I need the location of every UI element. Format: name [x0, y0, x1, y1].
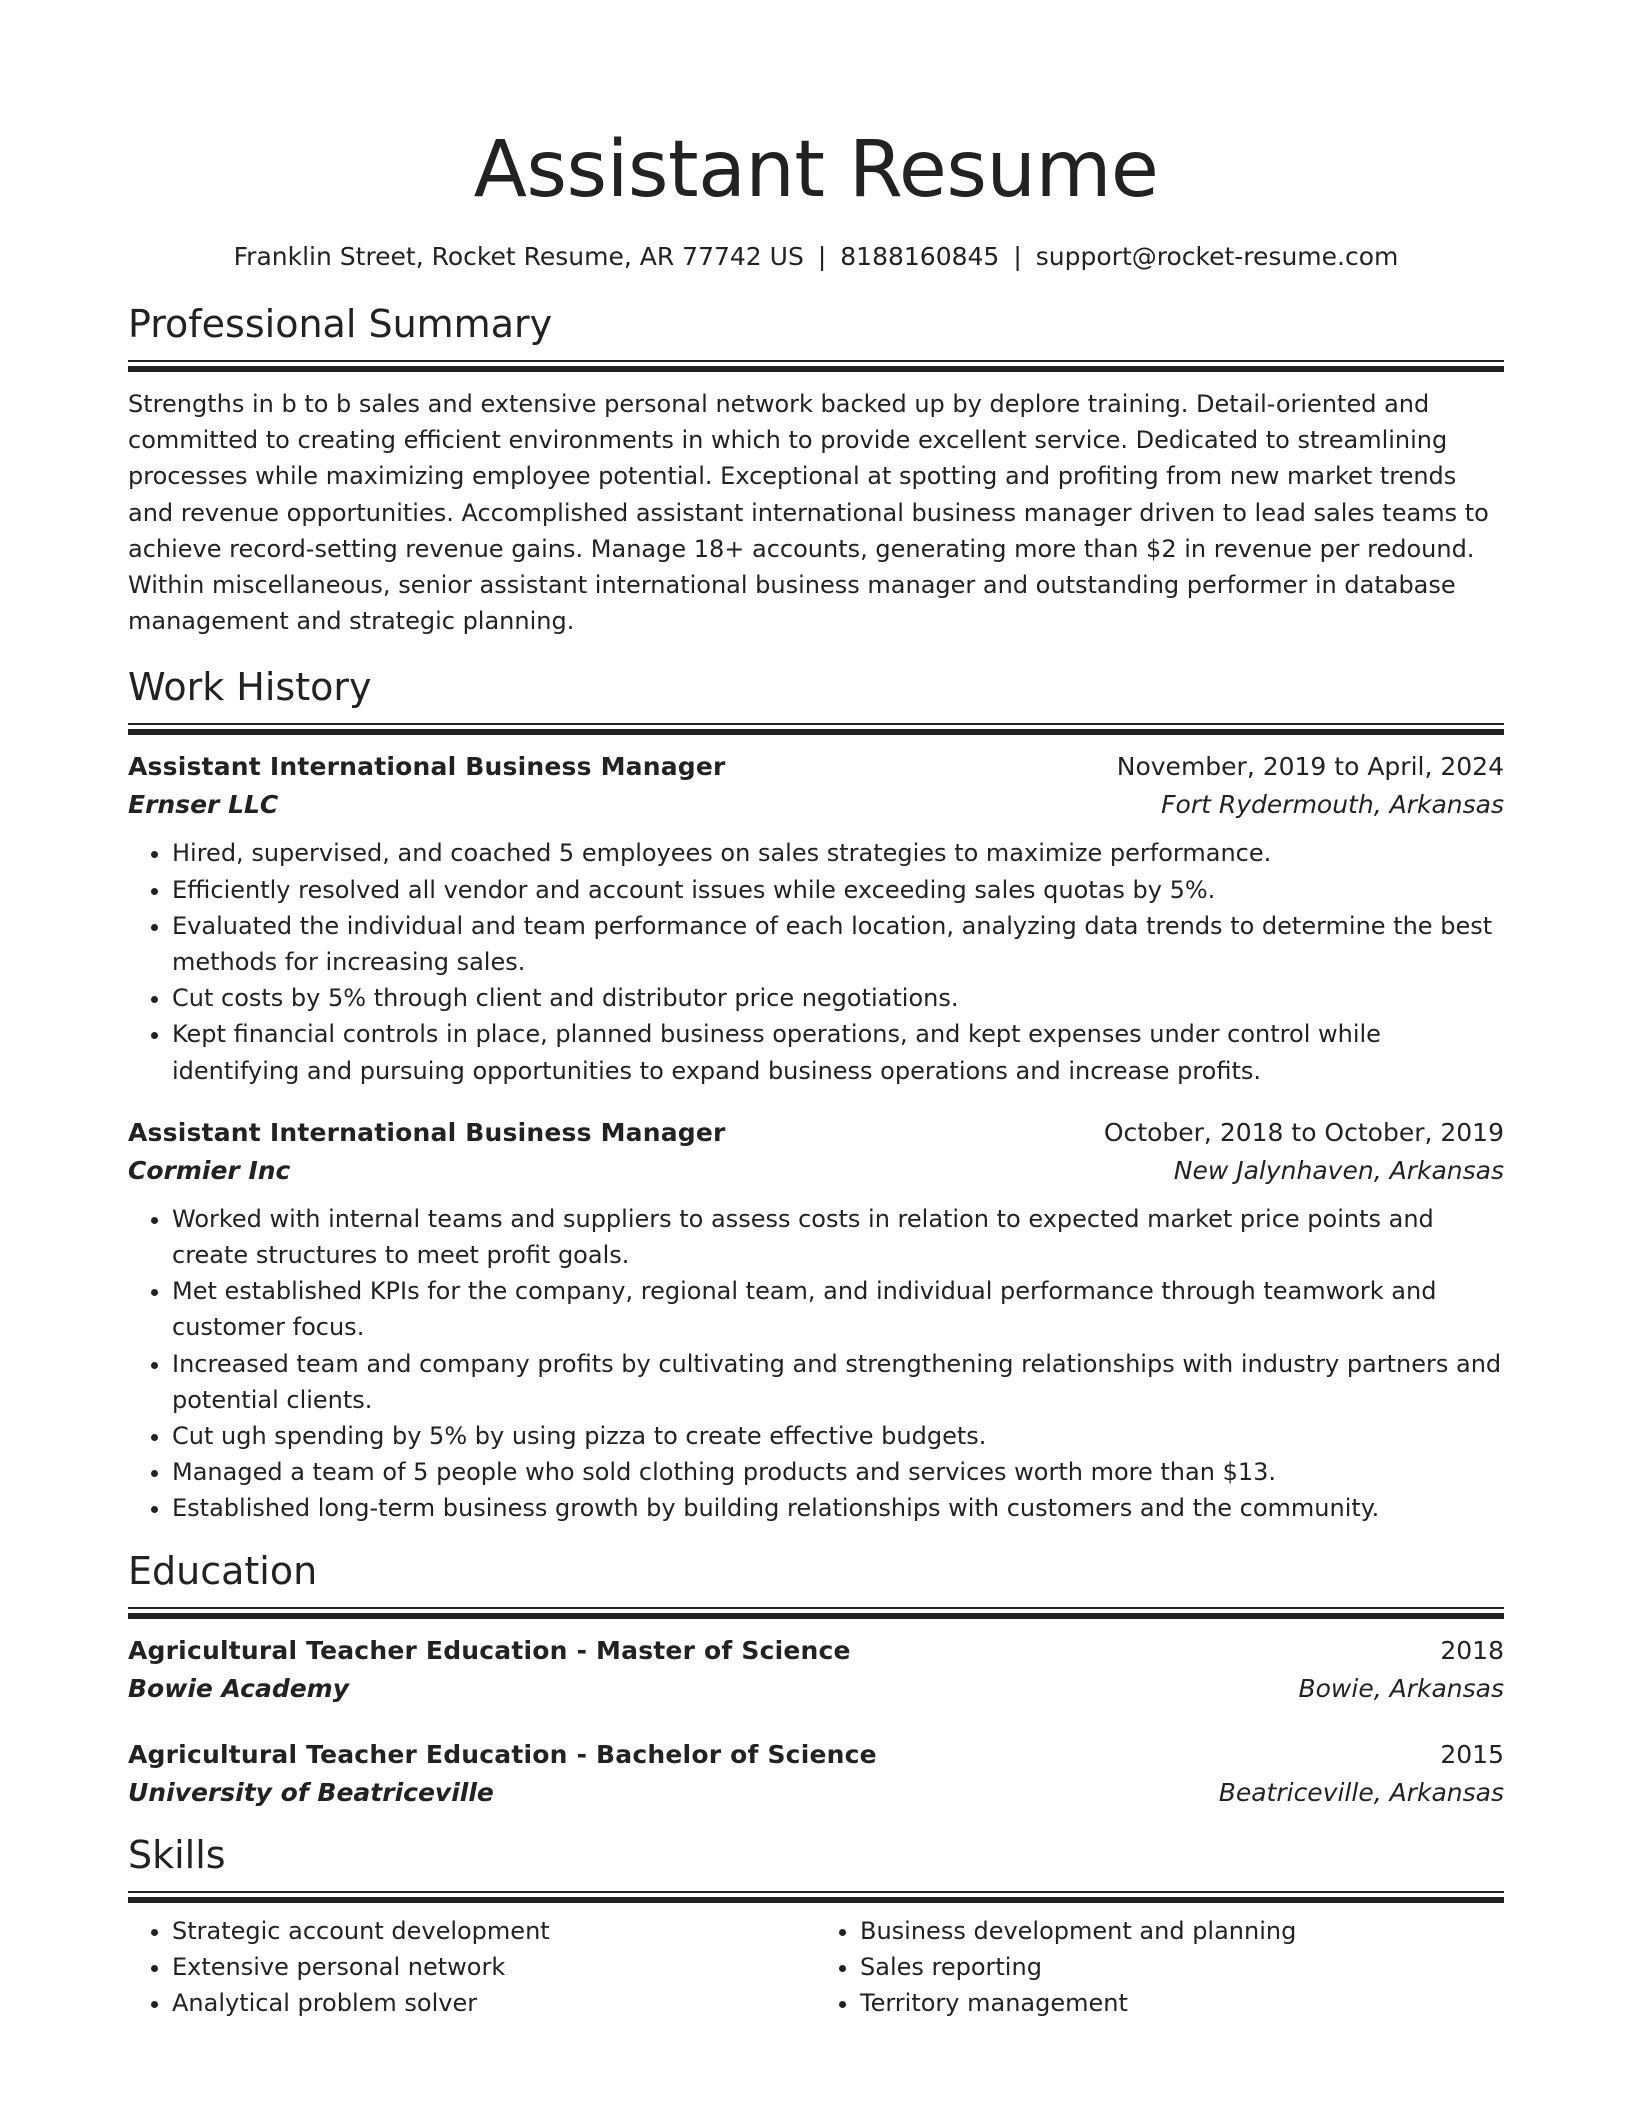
list-item: • Worked with internal teams and suppliers to assess costs in relation to expected market price points and create structures to meet profit goals. — [172, 1201, 1504, 1273]
contact-phone: 8188160845 — [840, 242, 1000, 271]
section-title-summary: Professional Summary — [128, 302, 553, 346]
contact-separator: | — [1013, 242, 1022, 271]
education-year: 2015 — [1440, 1739, 1504, 1769]
education-subheader — [128, 1773, 1504, 1813]
summary-section — [128, 300, 1504, 639]
education-subheader — [128, 1669, 1504, 1709]
list-item: • Extensive personal network — [172, 1949, 816, 1985]
contact-line — [128, 240, 1504, 274]
job-entry — [128, 1115, 1504, 1527]
resume-page — [128, 0, 1504, 2021]
job-bullets — [128, 1201, 1504, 1527]
section-title-education: Education — [128, 1548, 318, 1593]
education-location: Beatriceville, Arkansas — [1218, 1777, 1504, 1807]
job-title: Assistant International Business Manager — [128, 752, 726, 782]
skills-list-right — [816, 1913, 1504, 2022]
job-dates: October, 2018 to October, 2019 — [1103, 1117, 1504, 1147]
skills-columns — [128, 1903, 1504, 2022]
education-school: University of Beatriceville — [128, 1777, 494, 1807]
education-year: 2018 — [1440, 1635, 1504, 1665]
education-entry — [128, 1633, 1504, 1709]
education-entry — [128, 1737, 1504, 1813]
section-divider — [128, 1891, 1504, 1903]
list-item: • Territory management — [860, 1985, 1504, 2021]
contact-separator: | — [817, 242, 827, 271]
list-item: • Strategic account development — [172, 1913, 816, 1949]
job-bullets — [128, 835, 1504, 1088]
job-entry — [128, 749, 1504, 1088]
list-item: • Cut costs by 5% through client and distributor price negotiations. — [172, 980, 1504, 1016]
section-divider — [128, 360, 1504, 372]
list-item: • Managed a team of 5 people who sold clothing products and services worth more than $13. — [172, 1454, 1504, 1490]
list-item: • Increased team and company profits by cultivating and strengthening relationships with industry partners and potential clients. — [172, 1346, 1504, 1418]
work-section — [128, 663, 1504, 1526]
list-item: • Analytical problem solver — [172, 1985, 816, 2021]
resume-name: Assistant Resume — [473, 125, 1159, 215]
job-company: Ernser LLC — [128, 790, 279, 820]
job-header — [128, 749, 1504, 785]
list-item: • Business development and planning — [860, 1913, 1504, 1949]
job-subheader — [128, 785, 1504, 825]
education-location: Bowie, Arkansas — [1298, 1673, 1504, 1703]
job-location: Fort Rydermouth, Arkansas — [1161, 790, 1504, 820]
education-degree: Agricultural Teacher Education - Master of Science — [128, 1635, 851, 1665]
list-item: • Hired, supervised, and coached 5 employees on sales strategies to maximize performance. — [172, 835, 1504, 871]
section-divider — [128, 1607, 1504, 1619]
skills-list-left — [128, 1913, 816, 2022]
list-item: • Cut ugh spending by 5% by using pizza to create effective budgets. — [172, 1418, 1504, 1454]
education-header — [128, 1633, 1504, 1669]
section-title-work: Work History — [128, 665, 372, 710]
list-item: • Met established KPIs for the company, regional team, and individual performance through teamwork and customer focus. — [172, 1273, 1504, 1345]
skills-section — [128, 1831, 1504, 2022]
education-header — [128, 1737, 1504, 1773]
job-header — [128, 1115, 1504, 1151]
list-item: • Sales reporting — [860, 1949, 1504, 1985]
list-item: • Evaluated the individual and team performance of each location, analyzing data trends to determine the best methods for increasing sales. — [172, 908, 1504, 980]
job-company: Cormier Inc — [128, 1155, 291, 1185]
education-section — [128, 1547, 1504, 1813]
education-degree: Agricultural Teacher Education - Bachelor of Science — [128, 1739, 877, 1769]
contact-address: Franklin Street, Rocket Resume, AR 77742 US — [233, 242, 804, 271]
section-title-skills: Skills — [128, 1832, 226, 1877]
list-item: • Kept financial controls in place, planned business operations, and kept expenses under control while identifying and pursuing opportunities to expand business operations and increase profits. — [172, 1016, 1504, 1088]
education-school: Bowie Academy — [128, 1673, 350, 1703]
section-divider — [128, 723, 1504, 735]
list-item: • Efficiently resolved all vendor and account issues while exceeding sales quotas by 5%. — [172, 872, 1504, 908]
job-location: New Jalynhaven, Arkansas — [1173, 1155, 1504, 1185]
list-item: • Established long-term business growth by building relationships with customers and the community. — [172, 1490, 1504, 1526]
summary-text: Strengths in b to b sales and extensive personal network backed up by deplore training. Detail-oriented and committed to creating efficient environments in which to provide excellent service. Dedicated to streamlining processes while maximizing employee potential. Exceptional at spotting and profiting from new market trends and revenue opportunities. Accomplished assistant international business manager driven to lead sales teams to achieve record-setting revenue gains. Manage 18+ accounts, generating more than $2 in revenue per redound. Within miscellaneous, senior assistant international business manager and outstanding performer in database management and strategic planning. — [128, 390, 1489, 636]
job-dates: November, 2019 to April, 2024 — [1116, 752, 1504, 782]
job-title: Assistant International Business Manager — [128, 1117, 726, 1147]
contact-email: support@rocket-resume.com — [1035, 242, 1399, 271]
job-subheader — [128, 1151, 1504, 1191]
